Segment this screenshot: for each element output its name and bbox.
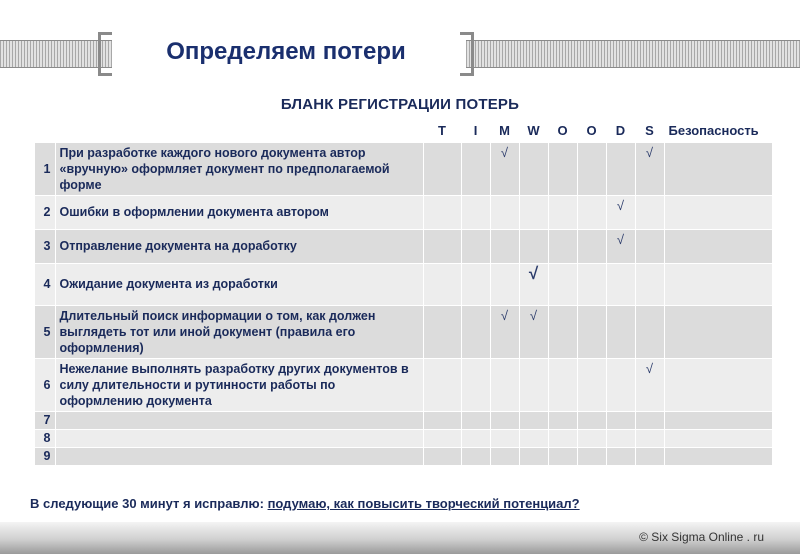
empty-cell (490, 447, 519, 465)
bottom-note (30, 496, 580, 511)
empty-cell (635, 447, 664, 465)
row-description: Нежелание выполнять разработку других документов в силу длительности и рутинности работы по оформлению документа (55, 358, 423, 411)
table-row (35, 195, 772, 229)
row-number: 9 (35, 447, 55, 465)
empty-cell (577, 195, 606, 229)
row-description: При разработке каждого нового документа автор «вручную» оформляет документ по предполагаемой форме (55, 142, 423, 195)
empty-cell (548, 429, 577, 447)
row-number: 1 (35, 142, 55, 195)
page-title: Определяем потери (166, 38, 406, 65)
empty-cell (490, 263, 519, 305)
empty-cell (519, 142, 548, 195)
row-description: Отправление документа на доработку (55, 229, 423, 263)
empty-cell (548, 229, 577, 263)
row-description: Длительный поиск информации о том, как должен выглядеть тот или иной документ (правила его оформления) (55, 305, 423, 358)
empty-cell (606, 411, 635, 429)
empty-cell (519, 229, 548, 263)
row-number: 6 (35, 358, 55, 411)
empty-cell (548, 447, 577, 465)
empty-cell (423, 229, 461, 263)
empty-cell (461, 142, 490, 195)
empty-cell (606, 263, 635, 305)
empty-cell (423, 142, 461, 195)
empty-cell (606, 305, 635, 358)
empty-cell (519, 429, 548, 447)
table-row (35, 305, 772, 358)
row-number: 5 (35, 305, 55, 358)
empty-cell (577, 229, 606, 263)
check-mark-cell: √ (606, 195, 635, 229)
empty-cell (490, 195, 519, 229)
row-description (55, 447, 423, 465)
empty-cell (548, 411, 577, 429)
empty-cell (635, 195, 664, 229)
empty-cell (423, 411, 461, 429)
header-num (35, 120, 55, 142)
header-band-right (466, 40, 800, 68)
table-header-row (35, 120, 772, 142)
check-mark-cell: √ (635, 142, 664, 195)
empty-cell (423, 305, 461, 358)
footer-copyright: © Six Sigma Online . ru (639, 530, 764, 544)
header-col: O (548, 120, 577, 142)
header-col: O (577, 120, 606, 142)
empty-cell (490, 358, 519, 411)
table-row (35, 358, 772, 411)
empty-cell (423, 358, 461, 411)
empty-cell (461, 229, 490, 263)
empty-cell (664, 195, 772, 229)
empty-cell (635, 429, 664, 447)
empty-cell (664, 229, 772, 263)
form-title: БЛАНК РЕГИСТРАЦИИ ПОТЕРЬ (280, 96, 520, 113)
empty-cell (548, 142, 577, 195)
table-row (35, 429, 772, 447)
bottom-note-prefix: В следующие 30 минут я исправлю: (30, 496, 268, 511)
empty-cell (577, 142, 606, 195)
check-mark-cell: √ (606, 229, 635, 263)
table-row (35, 263, 772, 305)
footer-bar (0, 522, 800, 554)
empty-cell (490, 411, 519, 429)
empty-cell (548, 263, 577, 305)
waste-registration-table (35, 120, 773, 466)
header-col: S (635, 120, 664, 142)
header-col: M (490, 120, 519, 142)
empty-cell (635, 411, 664, 429)
row-description (55, 411, 423, 429)
empty-cell (423, 263, 461, 305)
empty-cell (606, 358, 635, 411)
empty-cell (423, 429, 461, 447)
header-desc (55, 120, 423, 142)
empty-cell (606, 142, 635, 195)
empty-cell (577, 263, 606, 305)
empty-cell (664, 447, 772, 465)
empty-cell (548, 305, 577, 358)
bottom-note-underlined: подумаю, как повысить творческий потенциал? (267, 496, 580, 511)
row-description (55, 429, 423, 447)
title-bracket-right (460, 32, 474, 76)
header-col: D (606, 120, 635, 142)
empty-cell (548, 358, 577, 411)
empty-cell (577, 429, 606, 447)
empty-cell (606, 447, 635, 465)
empty-cell (577, 305, 606, 358)
empty-cell (664, 263, 772, 305)
header-col: W (519, 120, 548, 142)
empty-cell (519, 358, 548, 411)
header-col: I (461, 120, 490, 142)
empty-cell (461, 447, 490, 465)
table-row (35, 229, 772, 263)
empty-cell (664, 358, 772, 411)
empty-cell (461, 305, 490, 358)
header-col-safety: Безопасность (664, 120, 772, 142)
check-mark-cell: √ (490, 305, 519, 358)
empty-cell (664, 411, 772, 429)
empty-cell (490, 229, 519, 263)
empty-cell (606, 429, 635, 447)
row-number: 3 (35, 229, 55, 263)
table-row (35, 411, 772, 429)
title-bracket-left (98, 32, 112, 76)
row-number: 8 (35, 429, 55, 447)
empty-cell (664, 305, 772, 358)
check-mark-cell: √ (519, 263, 548, 305)
table-row (35, 447, 772, 465)
empty-cell (635, 229, 664, 263)
empty-cell (664, 142, 772, 195)
empty-cell (461, 411, 490, 429)
empty-cell (577, 358, 606, 411)
empty-cell (577, 447, 606, 465)
check-mark-cell: √ (519, 305, 548, 358)
empty-cell (461, 358, 490, 411)
empty-cell (519, 411, 548, 429)
empty-cell (423, 447, 461, 465)
empty-cell (423, 195, 461, 229)
row-number: 7 (35, 411, 55, 429)
row-description: Ошибки в оформлении документа автором (55, 195, 423, 229)
empty-cell (461, 429, 490, 447)
empty-cell (461, 263, 490, 305)
table-row (35, 142, 772, 195)
check-mark-cell: √ (490, 142, 519, 195)
row-number: 2 (35, 195, 55, 229)
empty-cell (577, 411, 606, 429)
row-number: 4 (35, 263, 55, 305)
header-band-left (0, 40, 112, 68)
empty-cell (635, 305, 664, 358)
empty-cell (664, 429, 772, 447)
header-col: T (423, 120, 461, 142)
empty-cell (548, 195, 577, 229)
check-mark-cell: √ (635, 358, 664, 411)
empty-cell (519, 195, 548, 229)
empty-cell (490, 429, 519, 447)
empty-cell (635, 263, 664, 305)
row-description: Ожидание документа из доработки (55, 263, 423, 305)
empty-cell (519, 447, 548, 465)
empty-cell (461, 195, 490, 229)
